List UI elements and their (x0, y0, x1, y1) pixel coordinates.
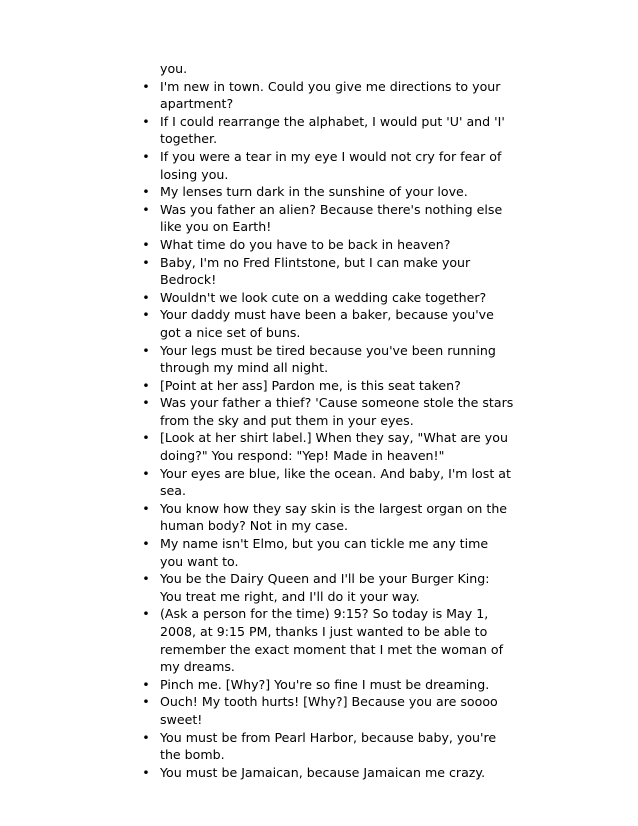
bullet-icon: • (142, 148, 150, 164)
list-item-text: Your legs must be tired because you've been running through my mind all night. (160, 342, 496, 376)
list-item (135, 500, 515, 535)
list-item (135, 113, 515, 148)
bullet-icon: • (142, 536, 150, 552)
bullet-icon: • (142, 764, 150, 780)
list-item-text: Your eyes are blue, like the ocean. And baby, I'm lost at sea. (160, 465, 511, 499)
list-item (135, 254, 515, 289)
list-item (135, 306, 515, 341)
bullet-icon: • (142, 113, 150, 129)
list-item (135, 377, 515, 395)
list-item-text: Your daddy must have been a baker, because you've got a nice set of buns. (160, 307, 494, 340)
list-item (135, 729, 515, 764)
bullet-icon: • (142, 500, 150, 516)
list-item-text: My lenses turn dark in the sunshine of your love. (160, 184, 468, 200)
list-item (135, 148, 515, 183)
list-item (135, 676, 515, 694)
list-item (135, 465, 515, 500)
document-body (135, 60, 515, 781)
list-item (135, 183, 515, 201)
bullet-icon: • (142, 377, 150, 393)
list-item-text: (Ask a person for the time) 9:15? So today is May 1, 2008, at 9:15 PM, thanks I just wanted to be able to remember the exact moment that I met the woman of my dreams. (160, 606, 504, 675)
bullet-icon: • (142, 236, 150, 252)
list-item-text: Baby, I'm no Fred Flintstone, but I can make your Bedrock! (160, 254, 471, 288)
list-item-text: My name isn't Elmo, but you can tickle me any time you want to. (160, 536, 489, 569)
list-item (135, 570, 515, 605)
bullet-icon: • (142, 307, 150, 323)
bullet-icon: • (142, 729, 150, 745)
bullet-icon: • (142, 78, 150, 94)
bullet-icon: • (142, 694, 150, 710)
list-item (135, 342, 515, 377)
list-item-text: I'm new in town. Could you give me directions to your apartment? (160, 78, 501, 112)
list-item-text: Was your father a thief? 'Cause someone stole the stars from the sky and put them in your eyes. (160, 395, 514, 428)
list-item (135, 764, 515, 782)
bullet-icon: • (142, 676, 150, 692)
list-item (135, 394, 515, 429)
list-item-text: [Look at her shirt label.] When they say, "What are you doing?" You respond: "Yep! Made in heaven!" (160, 430, 508, 464)
continued-text: you. (160, 61, 188, 76)
bullet-icon: • (142, 606, 150, 622)
bullet-icon: • (142, 201, 150, 217)
bullet-list (135, 78, 515, 782)
bullet-icon: • (142, 342, 150, 358)
list-item-text: [Point at her ass] Pardon me, is this seat taken? (160, 377, 461, 393)
list-item (135, 605, 515, 675)
list-item-text: If I could rearrange the alphabet, I would put 'U' and 'I' together. (160, 113, 505, 147)
bullet-icon: • (142, 465, 150, 481)
bullet-icon: • (142, 289, 150, 305)
list-item (135, 289, 515, 307)
list-item (135, 201, 515, 236)
bullet-icon: • (142, 254, 150, 270)
list-item-text: Wouldn't we look cute on a wedding cake together? (160, 289, 487, 305)
list-item-text: You must be from Pearl Harbor, because baby, you're the bomb. (160, 729, 497, 763)
list-item (135, 429, 515, 464)
list-item-text: If you were a tear in my eye I would not cry for fear of losing you. (160, 148, 502, 182)
bullet-icon: • (142, 430, 150, 446)
list-item-text: You know how they say skin is the largest organ on the human body? Not in my case. (160, 500, 508, 534)
list-item-text: You be the Dairy Queen and I'll be your Burger King: You treat me right, and I'll do it your way. (160, 571, 490, 604)
list-item-text: Was you father an alien? Because there's nothing else like you on Earth! (160, 201, 503, 235)
list-item (135, 535, 515, 570)
list-item-text: What time do you have to be back in heaven? (160, 236, 451, 252)
list-item-text: Pinch me. [Why?] You're so fine I must be dreaming. (160, 676, 490, 692)
list-item (135, 236, 515, 254)
bullet-icon: • (142, 395, 150, 411)
list-item (135, 78, 515, 113)
bullet-icon: • (142, 184, 150, 200)
list-item-text: You must be Jamaican, because Jamaican me crazy. (160, 764, 486, 780)
bullet-icon: • (142, 571, 150, 587)
list-item-text: Ouch! My tooth hurts! [Why?] Because you are soooo sweet! (160, 694, 498, 727)
list-item (135, 693, 515, 728)
